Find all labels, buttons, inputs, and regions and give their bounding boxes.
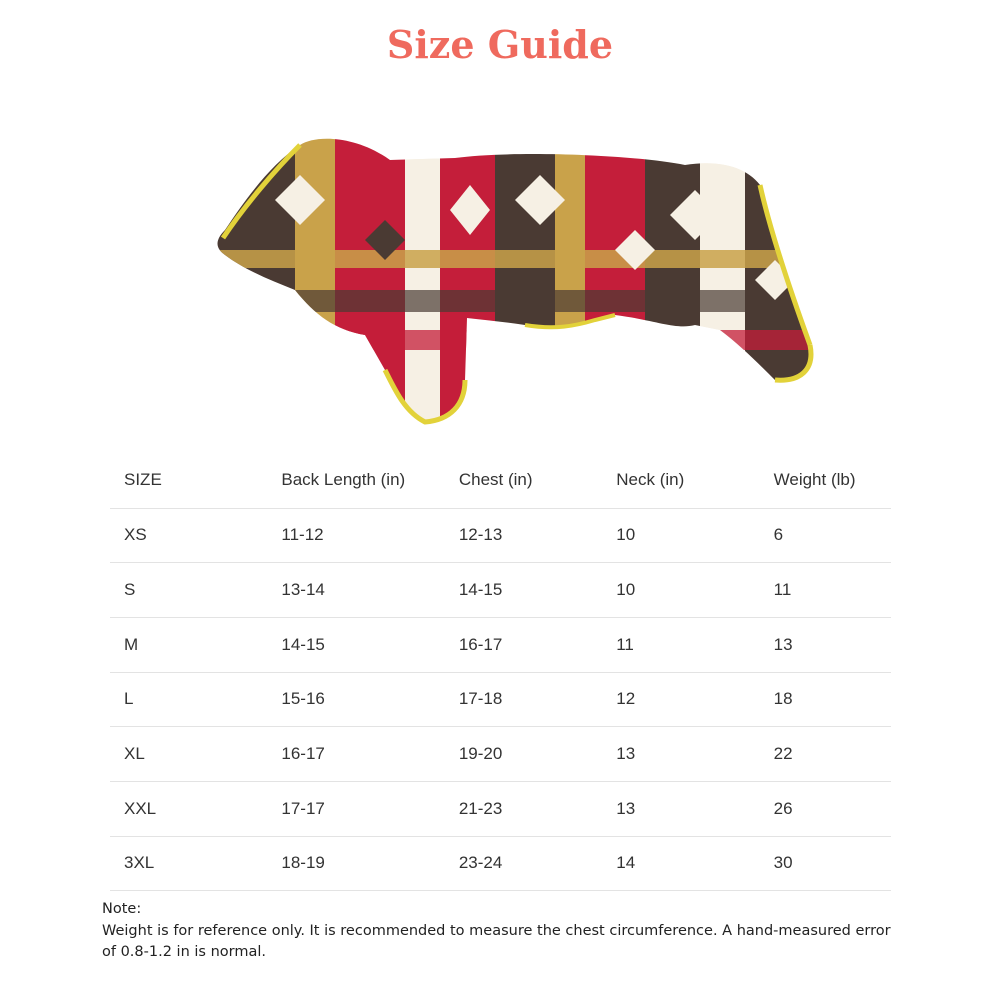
table-row [110, 617, 891, 672]
page-title: Size Guide [386, 22, 614, 67]
table-row [110, 781, 891, 836]
table-row [110, 563, 891, 618]
header-size: SIZE [124, 470, 162, 490]
cell-chest: 21-23 [458, 798, 503, 818]
note-text: Weight is for reference only. It is recommended to measure the chest circumference. A hand-measured error of 0.8-1.2 in is normal. [102, 922, 891, 960]
cell-neck: 11 [616, 634, 634, 654]
cell-size: M [124, 634, 139, 654]
header-neck: Neck (in) [616, 470, 685, 490]
pet-fleece-onesie-icon [215, 130, 815, 425]
cell-back-length: 16-17 [281, 744, 325, 764]
header-weight: Weight (lb) [773, 470, 856, 490]
cell-weight: 11 [773, 580, 792, 600]
cell-size: L [124, 689, 134, 709]
cell-weight: 30 [773, 853, 793, 873]
cell-size: S [124, 580, 136, 600]
table-header-row [110, 453, 891, 508]
table-row [110, 727, 891, 782]
header-back-length: Back Length (in) [281, 470, 406, 490]
cell-neck: 13 [616, 798, 636, 818]
cell-chest: 16-17 [458, 634, 503, 654]
table-row [110, 672, 891, 727]
cell-weight: 13 [773, 634, 793, 654]
cell-size: XXL [124, 798, 157, 818]
cell-back-length: 14-15 [281, 634, 325, 654]
cell-neck: 14 [616, 853, 636, 873]
cell-size: XS [124, 525, 147, 545]
cell-neck: 13 [616, 744, 636, 764]
size-table [110, 453, 891, 891]
cell-neck: 10 [616, 580, 636, 600]
cell-back-length: 15-16 [281, 689, 325, 709]
cell-chest: 23-24 [458, 853, 503, 873]
table-row [110, 836, 891, 891]
note-block [102, 899, 902, 964]
cell-size: 3XL [124, 853, 155, 873]
cell-chest: 19-20 [458, 744, 503, 764]
cell-chest: 12-13 [458, 525, 503, 545]
cell-weight: 6 [773, 525, 784, 545]
cell-back-length: 13-14 [281, 580, 325, 600]
note-label: Note: [102, 901, 142, 917]
cell-chest: 14-15 [458, 580, 503, 600]
cell-back-length: 17-17 [281, 798, 325, 818]
cell-back-length: 11-12 [281, 525, 324, 545]
cell-size: XL [124, 744, 145, 764]
cell-chest: 17-18 [458, 689, 503, 709]
cell-neck: 12 [616, 689, 636, 709]
table-row [110, 508, 891, 563]
cell-weight: 26 [773, 798, 793, 818]
header-chest: Chest (in) [458, 470, 533, 490]
cell-weight: 22 [773, 744, 793, 764]
cell-neck: 10 [616, 525, 636, 545]
cell-weight: 18 [773, 689, 793, 709]
cell-back-length: 18-19 [281, 853, 325, 873]
